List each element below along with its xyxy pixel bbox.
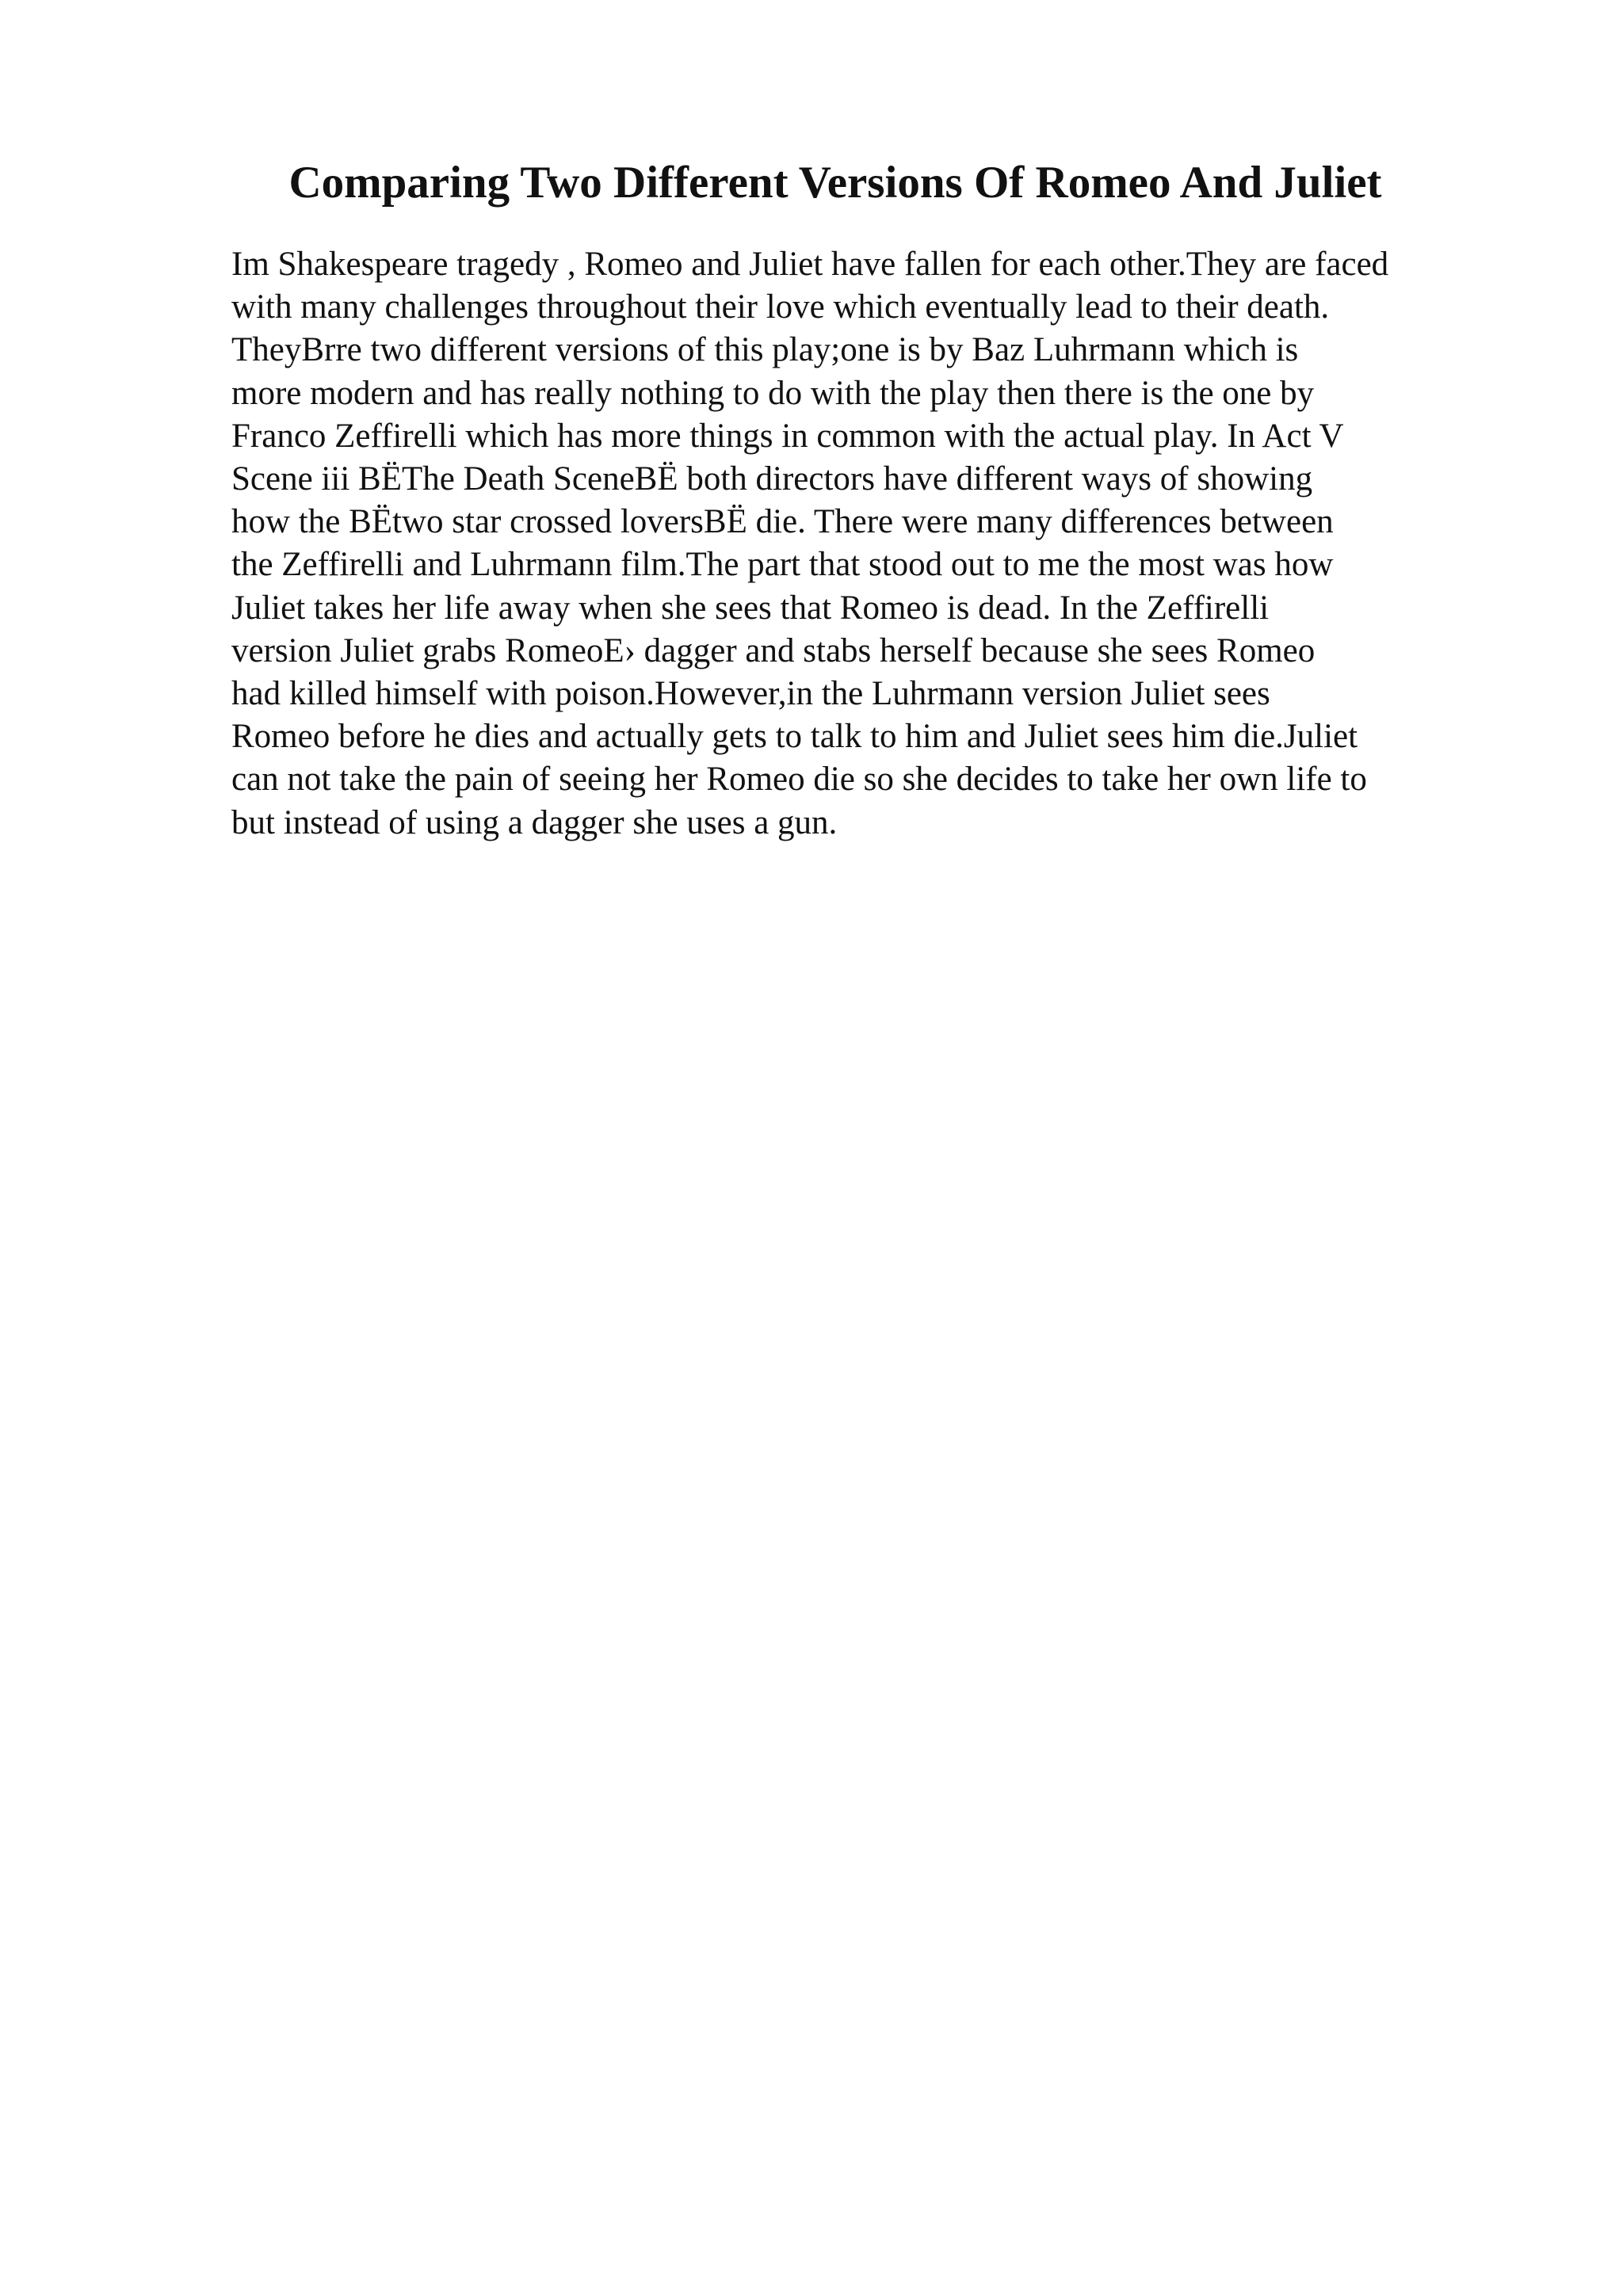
body-line: can not take the pain of seeing her Romeo die so she decides to take her own life to bbox=[231, 761, 1367, 799]
body-line: Juliet takes her life away when she sees that Romeo is dead. In the Zeffirelli bbox=[231, 589, 1270, 627]
body-line: the Zeffirelli and Luhrmann film.The part that stood out to me the most was how bbox=[231, 546, 1334, 584]
body-line: Romeo before he dies and actually gets to talk to him and Juliet sees him die.Juliet bbox=[231, 718, 1358, 756]
body-line: with many challenges throughout their love which eventually lead to their death. bbox=[231, 288, 1330, 326]
document-body bbox=[231, 243, 1499, 845]
body-line: had killed himself with poison.However,in the Luhrmann version Juliet sees bbox=[231, 675, 1270, 713]
body-line: TheyBrre two different versions of this play;one is by Baz Luhrmann which is bbox=[231, 331, 1299, 369]
body-line: more modern and has really nothing to do with the play then there is the one by bbox=[231, 374, 1315, 412]
document-title: Comparing Two Different Versions Of Romeo And Juliet bbox=[288, 158, 1382, 208]
body-line: Franco Zeffirelli which has more things in common with the actual play. In Act V bbox=[231, 417, 1344, 455]
body-line: how the BËtwo star crossed loversBË die. There were many differences between bbox=[231, 503, 1334, 541]
body-line: Scene iii BËThe Death SceneBË both directors have different ways of showing bbox=[231, 460, 1313, 498]
body-line: version Juliet grabs RomeoE› dagger and stabs herself because she sees Romeo bbox=[231, 631, 1316, 669]
body-line: Im Shakespeare tragedy , Romeo and Juliet have fallen for each other.They are faced bbox=[231, 246, 1389, 283]
body-line: but instead of using a dagger she uses a gun. bbox=[231, 803, 838, 841]
